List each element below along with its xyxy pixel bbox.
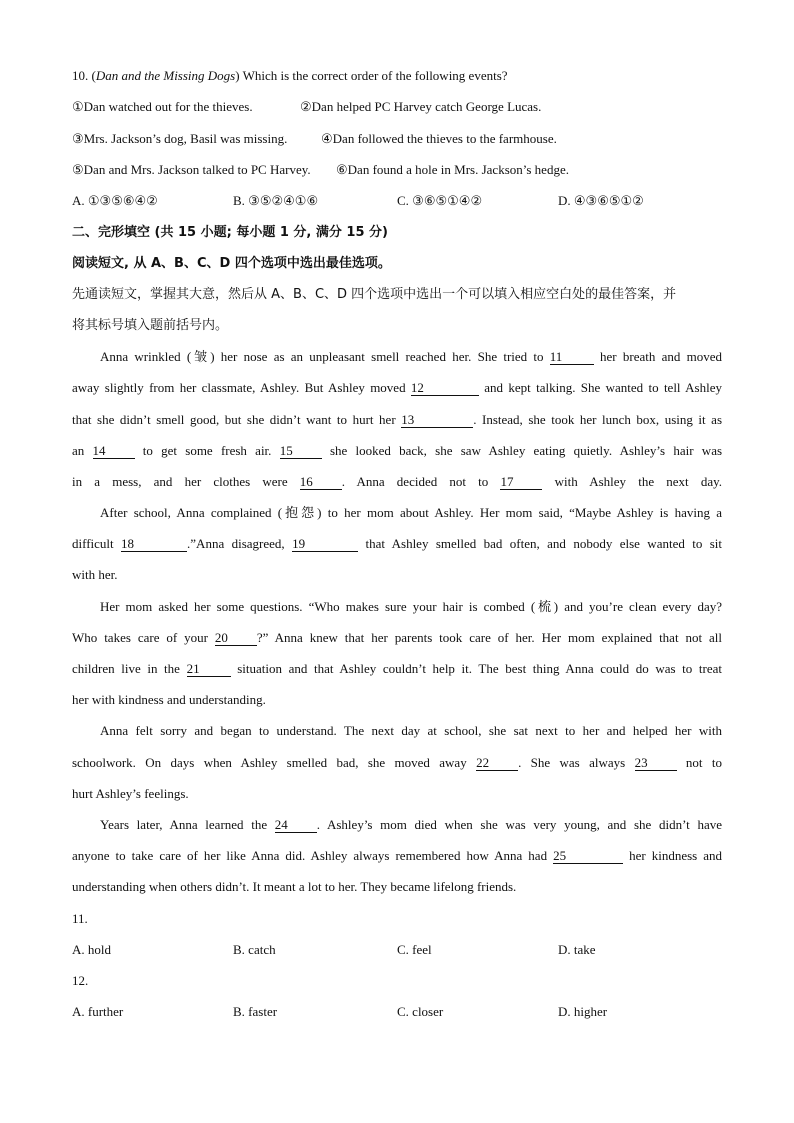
q10-event-1: ①Dan watched out for the thieves. <box>72 99 253 114</box>
passage-line <box>72 630 722 646</box>
passage-line <box>72 474 722 490</box>
passage-text: that Ashley smelled bad often, and nobody else wanted to sit <box>365 536 722 551</box>
passage-line: Anna felt sorry and began to understand. The next day at school, she sat next to her and helped her with <box>100 723 722 738</box>
q12-option-b[interactable]: B. faster <box>233 1004 278 1019</box>
q12-option-c[interactable]: C. closer <box>397 1004 444 1019</box>
question-number-12: 12. <box>72 973 89 988</box>
passage-text: . Ashley’s mom died when she was very young, and she didn’t have <box>316 817 722 832</box>
passage-line <box>72 755 722 771</box>
passage-text: to get some fresh air. <box>142 443 272 458</box>
passage-text: situation and that Ashley couldn’t help it. The best thing Anna could do was to treat <box>237 661 722 676</box>
blank-20[interactable]: 20 <box>215 631 257 646</box>
q10-story-title: Dan and the Missing Dogs <box>95 68 236 83</box>
q11-option-b[interactable]: B. catch <box>233 942 276 957</box>
passage-text: an <box>72 443 85 458</box>
question-11-options <box>72 942 722 958</box>
passage-line <box>72 380 722 396</box>
q11-option-a[interactable]: A. hold <box>72 942 111 957</box>
passage-text: Who takes care of your <box>72 630 208 645</box>
passage-line: with her. <box>72 567 118 582</box>
blank-13[interactable]: 13 <box>401 413 473 428</box>
passage-text: and kept talking. She wanted to tell Ashley <box>484 380 722 395</box>
passage-line <box>100 349 722 365</box>
passage-text: . Anna decided not to <box>341 474 489 489</box>
passage-line: Her mom asked her some questions. “Who makes sure your hair is combed (梳) and you’re clean every day? <box>100 599 722 614</box>
passage-line <box>72 848 722 864</box>
blank-15[interactable]: 15 <box>280 444 322 459</box>
passage-text: away slightly from her classmate, Ashley. But Ashley moved <box>72 380 406 395</box>
q10-question-text: ) Which is the correct order of the following events? <box>235 68 508 83</box>
q10-event-3: ③Mrs. Jackson’s dog, Basil was missing. <box>72 131 288 146</box>
q10-event-4: ④Dan followed the thieves to the farmhouse. <box>321 131 557 146</box>
q10-event-5: ⑤Dan and Mrs. Jackson talked to PC Harvey. <box>72 162 311 177</box>
q10-option-a[interactable]: A. ①③⑤⑥④② <box>72 193 158 208</box>
q10-event-6: ⑥Dan found a hole in Mrs. Jackson’s hedge. <box>336 162 569 177</box>
passage-text: schoolwork. On days when Ashley smelled bad, she moved away <box>72 755 467 770</box>
q10-option-c[interactable]: C. ③⑥⑤①④② <box>397 193 483 208</box>
passage-text: anyone to take care of her like Anna did. Ashley always remembered how Anna had <box>72 848 548 863</box>
passage-text: that she didn’t smell good, but she didn’t want to hurt her <box>72 412 396 427</box>
passage-line: After school, Anna complained (抱怨) to her mom about Ashley. Her mom said, “Maybe Ashley is having a <box>100 505 722 520</box>
passage-text: difficult <box>72 536 114 551</box>
passage-text: in a mess, and her clothes were <box>72 474 288 489</box>
passage-text: her kindness and <box>629 848 722 863</box>
blank-11[interactable]: 11 <box>550 350 594 365</box>
blank-24[interactable]: 24 <box>275 818 317 833</box>
passage-line <box>72 412 722 428</box>
passage-text: . She was always <box>518 755 626 770</box>
passage-line: her with kindness and understanding. <box>72 692 266 707</box>
q10-option-b[interactable]: B. ③⑤②④①⑥ <box>233 193 319 208</box>
q10-question <box>72 68 508 84</box>
blank-22[interactable]: 22 <box>476 756 518 771</box>
question-number-11: 11. <box>72 911 88 926</box>
passage-text: .”Anna disagreed, <box>187 536 285 551</box>
passage-line: hurt Ashley’s feelings. <box>72 786 189 801</box>
passage-line <box>72 661 722 677</box>
passage-text: not to <box>685 755 722 770</box>
q12-option-d[interactable]: D. higher <box>558 1004 608 1019</box>
blank-23[interactable]: 23 <box>635 756 677 771</box>
passage-line <box>100 817 722 833</box>
blank-16[interactable]: 16 <box>300 475 342 490</box>
blank-25[interactable]: 25 <box>553 849 623 864</box>
q11-option-d[interactable]: D. take <box>558 942 596 957</box>
blank-17[interactable]: 17 <box>500 475 542 490</box>
blank-19[interactable]: 19 <box>292 537 358 552</box>
section-instruction: 阅读短文, 从 A、B、C、D 四个选项中选出最佳选项。 <box>72 256 391 271</box>
blank-21[interactable]: 21 <box>187 662 231 677</box>
blank-18[interactable]: 18 <box>121 537 187 552</box>
q10-number: 10. ( <box>72 68 96 83</box>
question-12-options <box>72 1004 722 1020</box>
q10-option-d[interactable]: D. ④③⑥⑤①② <box>558 193 644 208</box>
passage-text: Anna wrinkled (皱) her nose as an unpleasant smell reached her. She tried to <box>100 349 544 364</box>
q11-option-c[interactable]: C. feel <box>397 942 432 957</box>
passage-text: children live in the <box>72 661 180 676</box>
passage-text: she looked back, she saw Ashley eating quietly. Ashley’s hair was <box>329 443 722 458</box>
passage-text: . Instead, she took her lunch box, using it as <box>473 412 722 427</box>
passage-line <box>72 443 722 459</box>
passage-line <box>72 536 722 552</box>
passage-text: her breath and moved <box>600 349 722 364</box>
passage-text: ?” Anna knew that her parents took care of her. Her mom explained that not all <box>256 630 722 645</box>
section-heading: 二、完形填空 (共 15 小题; 每小题 1 分, 满分 15 分) <box>72 225 388 240</box>
blank-14[interactable]: 14 <box>93 444 135 459</box>
blank-12[interactable]: 12 <box>411 381 479 396</box>
directions-line-2: 将其标号填入题前括号内。 <box>72 318 229 333</box>
passage-text: with Ashley the next day. <box>554 474 722 489</box>
passage-line: understanding when others didn’t. It meant a lot to her. They became lifelong friends. <box>72 879 517 894</box>
q10-event-2: ②Dan helped PC Harvey catch George Lucas. <box>300 99 542 114</box>
q12-option-a[interactable]: A. further <box>72 1004 124 1019</box>
directions-line-1: 先通读短文，掌握其大意，然后从 A、B、C、D 四个选项中选出一个可以填入相应空白处的最佳答案，并 <box>72 287 677 302</box>
passage-text: Years later, Anna learned the <box>100 817 268 832</box>
